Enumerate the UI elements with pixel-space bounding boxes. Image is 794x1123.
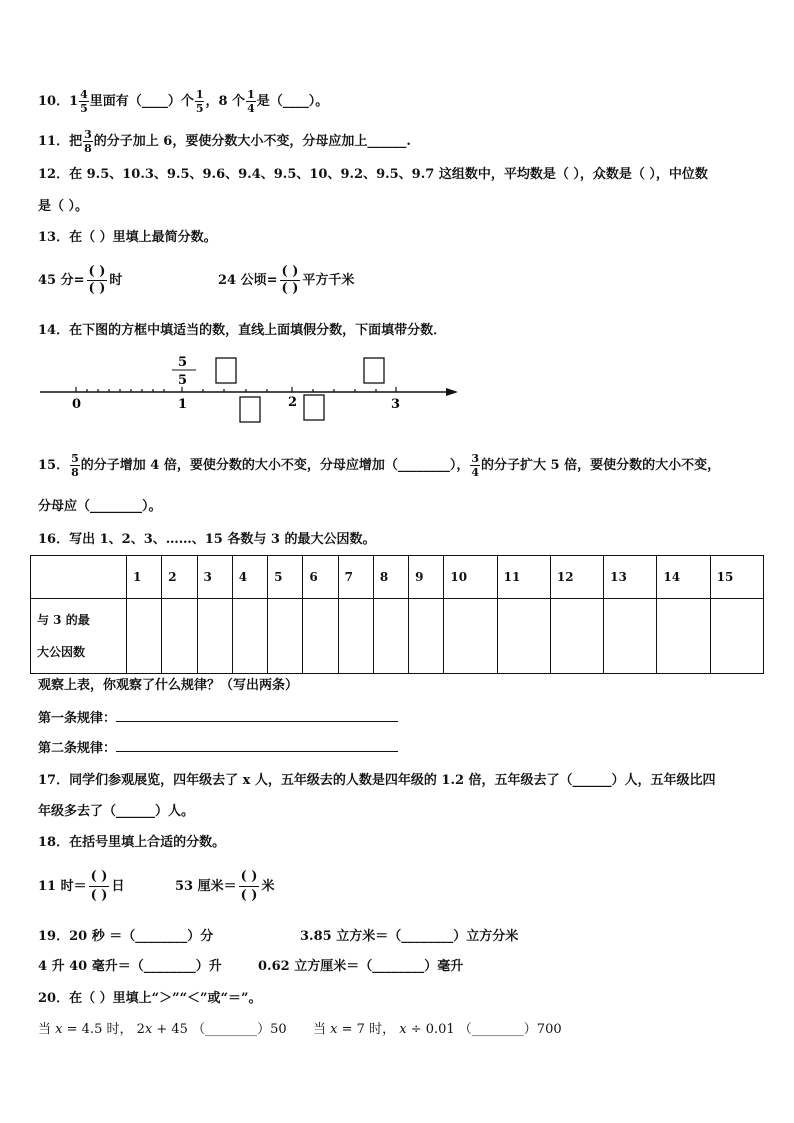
answer-cell[interactable] bbox=[303, 599, 338, 674]
question-15-line1: 15． $\frac{5}{8}$ 的分子增加 4 倍，要使分数的大小不变，分母应增加（________）， $\frac{3}{4}$ 的分子扩大 5 倍，要使分数的大小不变， bbox=[38, 452, 721, 479]
question-12-line2: 是（ ）。 bbox=[38, 199, 89, 214]
table-header: 13 bbox=[604, 556, 657, 599]
answer-blank[interactable]: ________ bbox=[397, 458, 450, 473]
table-header: 12 bbox=[550, 556, 603, 599]
answer-cell[interactable] bbox=[550, 599, 603, 674]
table-header: 10 bbox=[444, 556, 497, 599]
answer-box-above-1[interactable] bbox=[216, 358, 236, 383]
question-13-title: 13．在（ ）里填上最简分数。 bbox=[38, 230, 217, 245]
fraction-denominator: 5 bbox=[178, 373, 188, 388]
question-12-line1: 12．在 9.5、10.3、9.5、9.6、9.4、9.5、10、9.2、9.5、9.7 这组数中，平均数是（ ），众数是（ ），中位数 bbox=[38, 167, 708, 182]
question-19-a: 19．20 秒 ＝（________）分 bbox=[38, 929, 214, 944]
question-20-b: 当 x = 7 时， x ÷ 0.01 （________）700 bbox=[313, 1022, 562, 1037]
fraction: $\frac{1}{4}$ bbox=[247, 88, 255, 115]
answer-cell[interactable] bbox=[127, 599, 162, 674]
question-13-a: 45 分= ( ) ( ) 时 bbox=[38, 264, 123, 296]
answer-cell[interactable] bbox=[268, 599, 303, 674]
number-line bbox=[36, 350, 466, 430]
question-18-a: 11 时＝ ( ) ( ) 日 bbox=[38, 869, 125, 903]
answer-cell[interactable] bbox=[373, 599, 408, 674]
table-header: 5 bbox=[268, 556, 303, 599]
fraction-numerator: 5 bbox=[178, 355, 188, 370]
table-header: 14 bbox=[657, 556, 710, 599]
question-17-line1: 17．同学们参观展览，四年级去了 x 人，五年级去的人数是四年级的 1.2 倍，五年级去了（______）人，五年级比四 bbox=[38, 773, 716, 788]
table-header: 11 bbox=[497, 556, 550, 599]
tick-label-0: 0 bbox=[72, 397, 82, 412]
observe-prompt: 观察上表，你观察了什么规律？（写出两条） bbox=[38, 678, 299, 693]
question-17-line2: 年级多去了（______）人。 bbox=[38, 804, 195, 819]
table-header: 1 bbox=[127, 556, 162, 599]
table-header: 3 bbox=[197, 556, 232, 599]
rule-2-answer-line[interactable] bbox=[116, 751, 398, 752]
question-19-c: 4 升 40 毫升＝（________）升 bbox=[38, 959, 222, 974]
table-header: 6 bbox=[303, 556, 338, 599]
tick-label-1: 1 bbox=[178, 397, 188, 412]
question-19-d: 0.62 立方厘米＝（________）毫升 bbox=[258, 959, 464, 974]
table-header: 4 bbox=[232, 556, 267, 599]
answer-cell[interactable] bbox=[497, 599, 550, 674]
question-16-title: 16．写出 1、2、3、……、15 各数与 3 的最大公因数。 bbox=[38, 532, 376, 547]
answer-cell[interactable] bbox=[232, 599, 267, 674]
question-18-title: 18．在括号里填上合适的分数。 bbox=[38, 835, 226, 850]
question-11: 11．把 $\frac{3}{8}$ 的分子加上 6，要使分数大小不变，分母应加上______. bbox=[38, 128, 411, 155]
answer-cell[interactable] bbox=[197, 599, 232, 674]
table-header-empty bbox=[31, 556, 127, 599]
answer-cell[interactable] bbox=[162, 599, 197, 674]
table-header: 2 bbox=[162, 556, 197, 599]
fraction: $\frac{3}{8}$ bbox=[84, 128, 92, 155]
rule-2: 第二条规律： bbox=[38, 740, 398, 758]
answer-cell[interactable] bbox=[710, 599, 763, 674]
answer-cell[interactable] bbox=[604, 599, 657, 674]
fraction: $\frac{4}{5}$ bbox=[80, 88, 88, 115]
question-20-a: 当 x = 4.5 时， 2x + 45 （________）50 bbox=[38, 1022, 287, 1037]
question-14-title: 14．在下图的方框中填适当的数，直线上面填假分数，下面填带分数． bbox=[38, 323, 447, 338]
answer-box-above-2[interactable] bbox=[364, 358, 384, 383]
answer-box-below-2[interactable] bbox=[304, 395, 324, 420]
fraction-blank[interactable]: ( ) ( ) bbox=[240, 869, 258, 903]
table-header: 7 bbox=[338, 556, 373, 599]
table-header: 9 bbox=[409, 556, 444, 599]
answer-cell[interactable] bbox=[444, 599, 497, 674]
table-header: 15 bbox=[710, 556, 763, 599]
question-20-title: 20．在（ ）里填上“＞”“＜”或“＝”。 bbox=[38, 991, 262, 1006]
row-label: 与 3 的最 大公因数 bbox=[31, 599, 127, 674]
rule-1-answer-line[interactable] bbox=[116, 721, 398, 722]
fraction-blank[interactable]: ( ) ( ) bbox=[88, 264, 106, 296]
answer-blank[interactable]: ________ bbox=[90, 499, 143, 514]
question-15-line2: 分母应（________）。 bbox=[38, 499, 162, 514]
answer-cell[interactable] bbox=[657, 599, 710, 674]
rule-1: 第一条规律： bbox=[38, 710, 398, 728]
answer-cell[interactable] bbox=[338, 599, 373, 674]
question-18-b: 53 厘米＝ ( ) ( ) 米 bbox=[175, 869, 275, 903]
question-10: 10．1 $\frac{4}{5}$ 里面有（____）个 $\frac{1}{5}$ ，8 个 $\frac{1}{4}$ 是（____）。 bbox=[38, 88, 329, 115]
arrow-icon bbox=[446, 388, 458, 396]
answer-blank[interactable]: ____ bbox=[282, 94, 309, 109]
tick-label-2: 2 bbox=[288, 395, 298, 410]
answer-blank[interactable]: ______ bbox=[367, 134, 407, 149]
gcd-table bbox=[30, 555, 764, 674]
tick-label-3: 3 bbox=[391, 397, 401, 412]
fraction: $\frac{5}{8}$ bbox=[71, 452, 79, 479]
answer-cell[interactable] bbox=[409, 599, 444, 674]
answer-box-below-1[interactable] bbox=[240, 397, 260, 422]
question-19-b: 3.85 立方米＝（________）立方分米 bbox=[300, 929, 519, 944]
question-13-b: 24 公顷= ( ) ( ) 平方千米 bbox=[218, 264, 355, 296]
fraction-blank[interactable]: ( ) ( ) bbox=[90, 869, 108, 903]
table-header: 8 bbox=[373, 556, 408, 599]
answer-blank[interactable]: ____ bbox=[141, 94, 168, 109]
fraction: $\frac{3}{4}$ bbox=[471, 452, 480, 479]
fraction: $\frac{1}{5}$ bbox=[195, 88, 204, 115]
fraction-blank[interactable]: ( ) ( ) bbox=[281, 264, 299, 296]
